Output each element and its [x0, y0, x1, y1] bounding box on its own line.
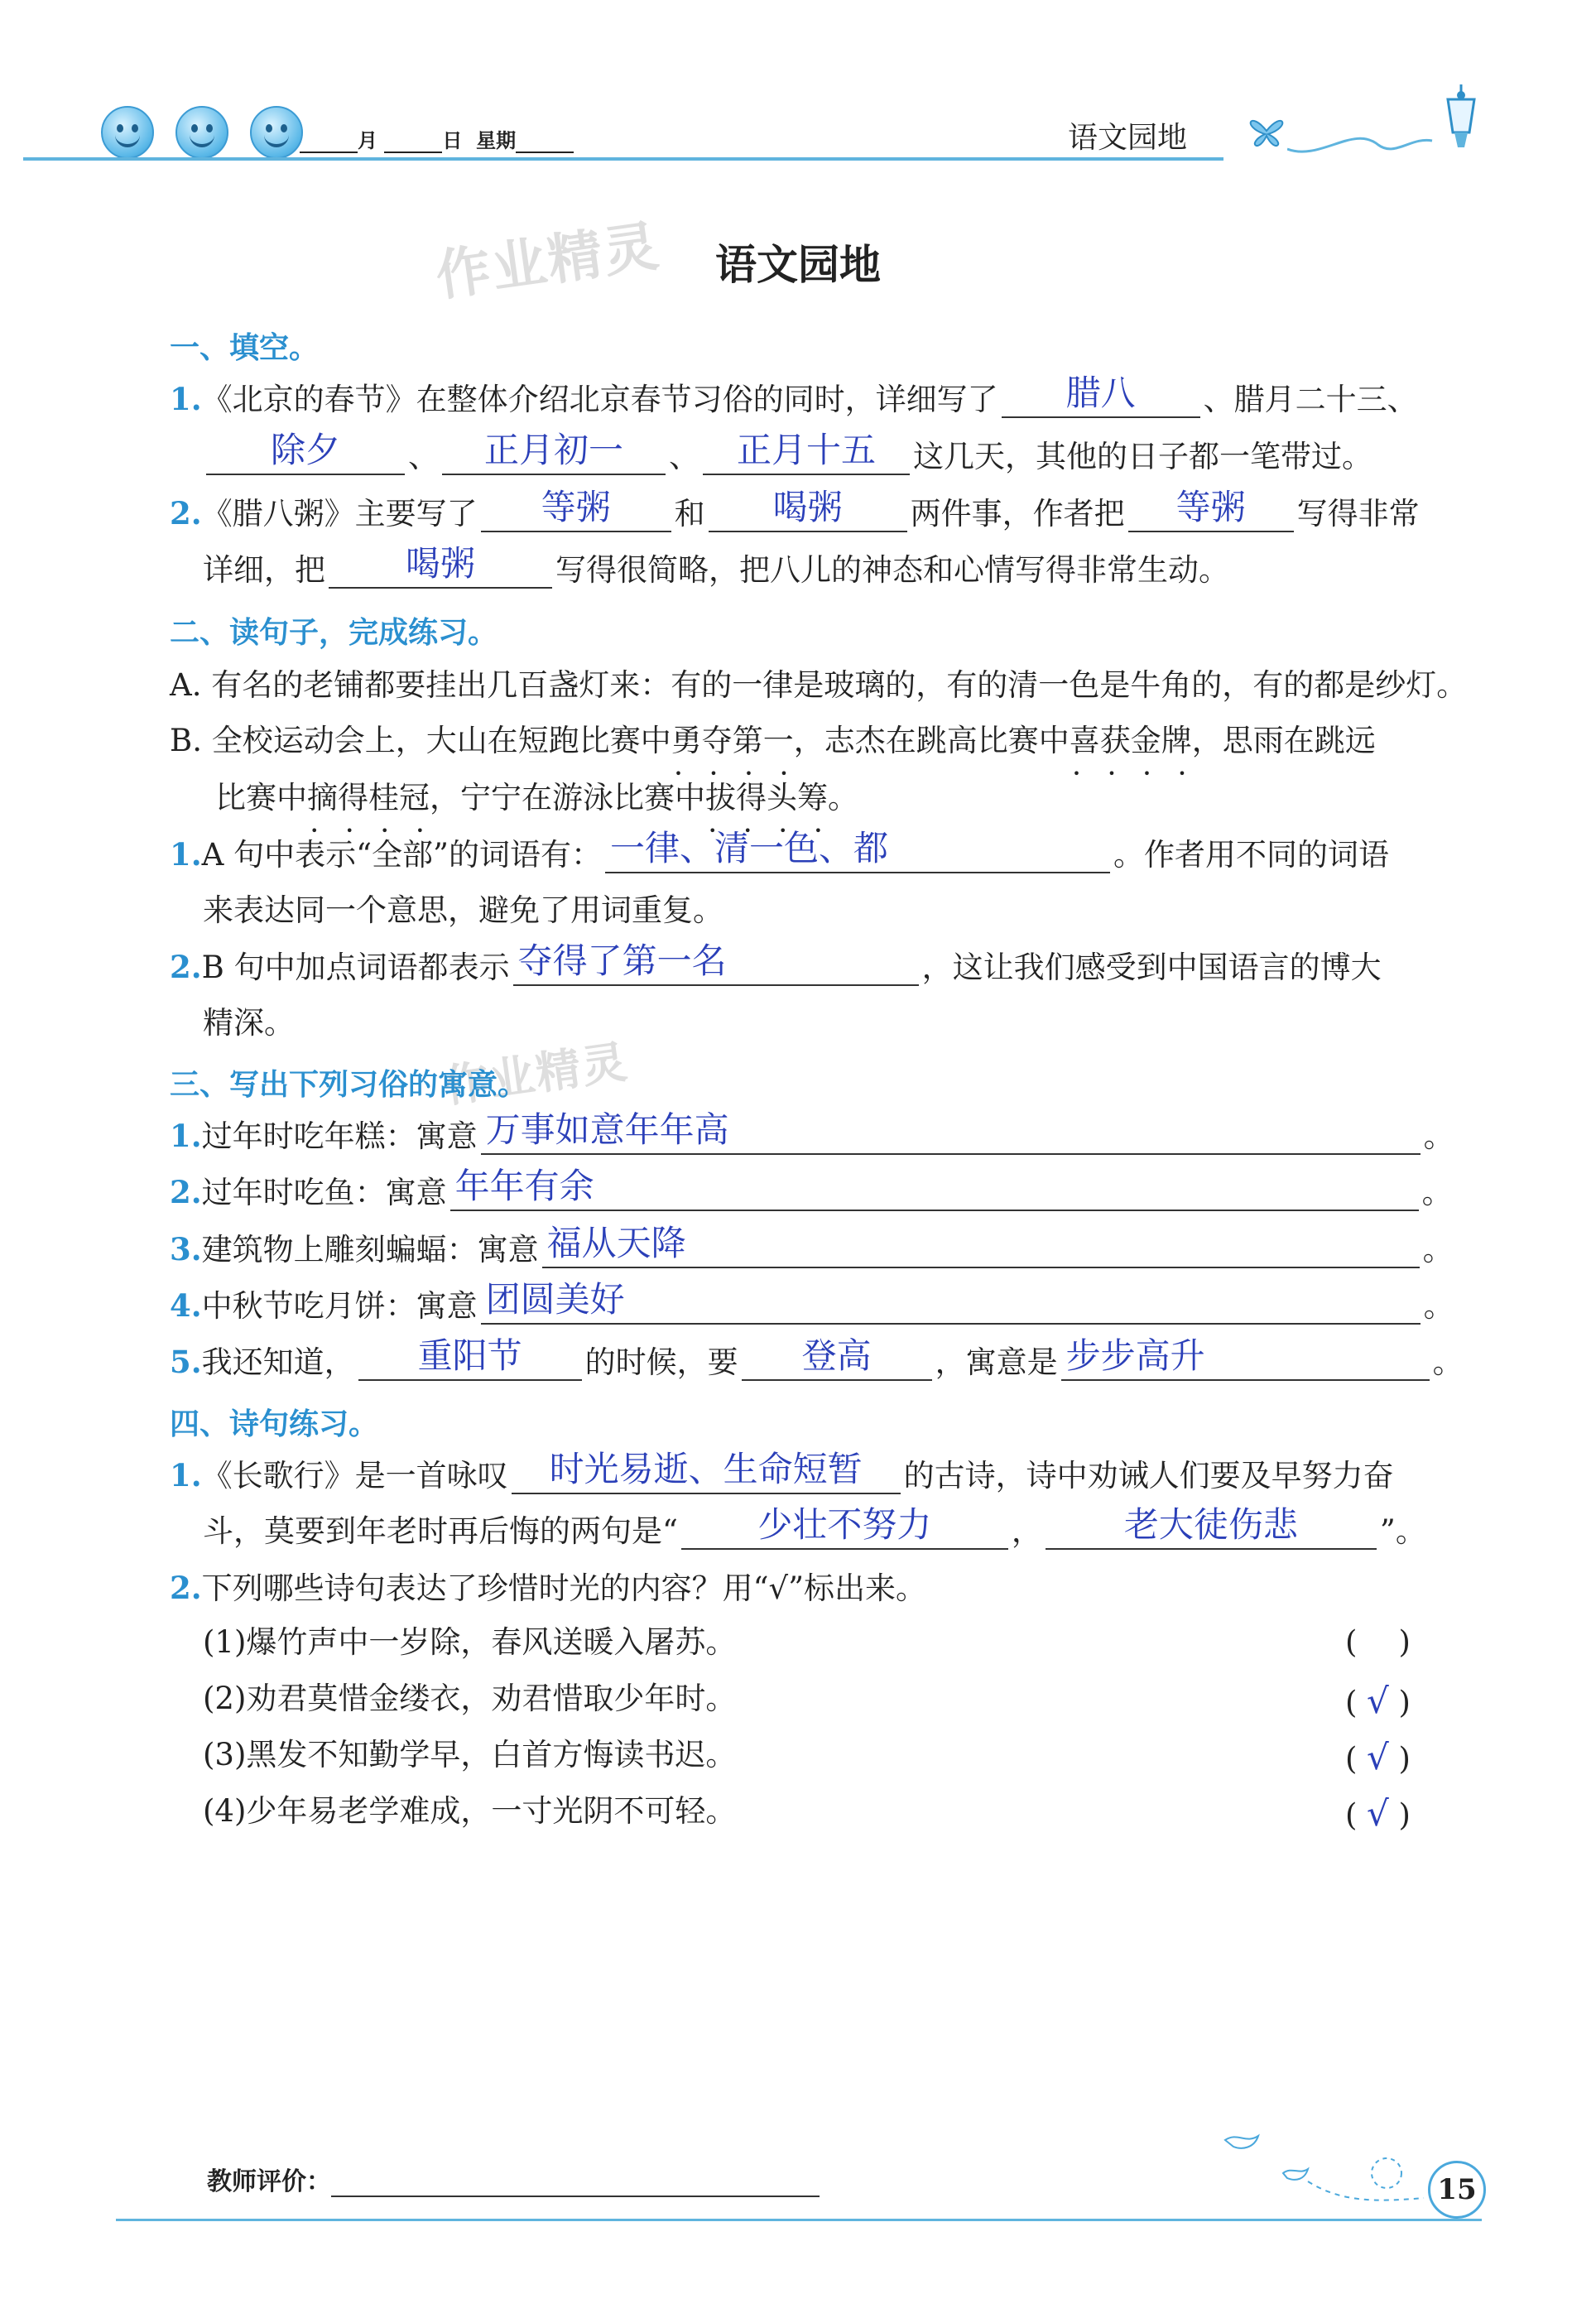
answer-blank: [329, 543, 552, 589]
answer-blank: [703, 430, 910, 475]
question-text: 《腊八粥》主要写了: [201, 496, 478, 531]
smiley-icon-1: [101, 106, 154, 159]
question-text: 下列哪些诗句表达了珍惜时光的内容？用“√”标出来。: [201, 1570, 927, 1606]
answer-blank: [206, 430, 405, 475]
question-text: 、腊月二十三、: [1203, 382, 1418, 417]
question-text: 的古诗，诗中劝诫人们要及早努力奋: [903, 1458, 1394, 1493]
question-number: 1.: [170, 1457, 202, 1493]
header-divider: [23, 157, 1223, 161]
question-number: 3.: [170, 1231, 202, 1267]
footer-divider: [116, 2219, 1482, 2221]
handwritten-answer: 团圆美好: [485, 1279, 625, 1320]
handwritten-answer: 夺得了第一名: [517, 940, 727, 981]
s1-q2-line1: [170, 487, 1420, 532]
date-bar: [300, 124, 574, 153]
question-text: 这几天，其他的日子都一笔带过。: [913, 439, 1372, 474]
handwritten-answer: 万事如意年年高: [485, 1109, 729, 1150]
question-text: 建筑物上雕刻蝙蝠：寓意: [201, 1232, 539, 1267]
question-text: ，寓意是: [935, 1344, 1058, 1380]
question-number: 2.: [170, 1570, 202, 1606]
handwritten-answer: 少壮不努力: [757, 1504, 932, 1545]
answer-blank: [605, 828, 1110, 873]
answer-blank: [709, 487, 907, 532]
sentence-text: 。: [828, 780, 858, 815]
end-mark: 。: [1422, 1232, 1454, 1267]
s4-q1-line2: [203, 1504, 1426, 1550]
answer-blank: [481, 487, 671, 532]
answer-blank: [442, 430, 666, 475]
handwritten-answer: 重阳节: [417, 1335, 522, 1376]
handwritten-answer: 等粥: [1175, 487, 1246, 527]
end-mark: 。: [1421, 1175, 1453, 1210]
answer-blank: [481, 1279, 1421, 1325]
option-4: (4)少年易老学难成，一寸光阴不可轻。: [203, 1793, 737, 1829]
sentence-text: ，宁宁在游泳比赛中: [430, 780, 705, 815]
question-number: 2.: [170, 949, 202, 985]
dotted-word: 喜获金牌 • • • •: [1070, 723, 1192, 759]
handwritten-answer: 年年有余: [454, 1166, 594, 1206]
handwritten-answer: 老大徒伤悲: [1123, 1504, 1298, 1545]
check-mark: √: [1367, 1737, 1389, 1777]
butterfly-icon: [1242, 106, 1291, 156]
bird-icon: [1217, 2123, 1432, 2215]
smiley-icon-2: [175, 106, 228, 159]
smiley-icon-3: [250, 106, 303, 159]
weekday-label: 星期: [476, 128, 517, 152]
answer-blank: [742, 1335, 932, 1381]
option-3: (3)黑发不知勤学早，白首方悔读书迟。: [203, 1737, 737, 1772]
answer-blank: [358, 1335, 582, 1381]
question-text: 两件事，作者把: [910, 496, 1125, 531]
sentence-text: B. 全校运动会上，大山在短跑比赛中: [170, 723, 671, 758]
s3-item-1: [170, 1109, 1454, 1155]
s3-item-4: [170, 1279, 1454, 1325]
section-heading-2: 二、读句子，完成练习。: [170, 616, 498, 650]
day-label: 日: [442, 128, 463, 152]
handwritten-answer: 福从天降: [546, 1223, 686, 1263]
question-text: 、: [408, 439, 439, 474]
end-mark: 。: [1423, 1288, 1454, 1324]
question-text: 、: [669, 439, 699, 474]
question-text: ，这让我们感受到中国语言的博大: [921, 950, 1382, 985]
s4-q1-line1: [170, 1449, 1394, 1494]
s2-q2-line2: 精深。: [203, 1005, 295, 1041]
option-2-answer: ( √ ): [1345, 1681, 1411, 1721]
answer-blank: [481, 1109, 1421, 1155]
answer-blank: [1061, 1335, 1430, 1381]
question-text: 《长歌行》是一首咏叹: [201, 1458, 508, 1493]
question-text: 中秋节吃月饼：寓意: [201, 1288, 478, 1324]
check-mark: √: [1367, 1681, 1389, 1721]
question-text: 过年时吃年糕：寓意: [201, 1118, 478, 1154]
answer-blank: [681, 1504, 1008, 1550]
s2-q1-line1: [170, 828, 1389, 873]
handwritten-answer: 腊八: [1065, 373, 1136, 413]
sentence-b-line1: [170, 723, 1376, 759]
teacher-evaluation-line: [331, 2171, 820, 2197]
lantern-icon: [1436, 83, 1486, 157]
question-text: 。作者用不同的词语: [1113, 837, 1389, 873]
handwritten-answer: 等粥: [541, 487, 611, 527]
option-1: (1)爆竹声中一岁除，春风送暖入屠苏。: [203, 1624, 737, 1660]
question-text: ”。: [1379, 1513, 1426, 1549]
teacher-label: 教师评价：: [207, 2167, 331, 2196]
option-4-answer: ( √ ): [1345, 1793, 1411, 1834]
s1-q2-line2: [203, 543, 1229, 589]
handwritten-answer: 除夕: [270, 430, 340, 470]
question-text: 的时候，要: [584, 1344, 738, 1380]
question-text: B 句中加点词语都表示: [201, 950, 510, 985]
page-number: 15: [1428, 2161, 1486, 2219]
question-text: 斗，莫要到年老时再后悔的两句是“: [203, 1513, 678, 1549]
s3-item-2: [170, 1166, 1453, 1211]
page-title: 语文园地: [715, 241, 881, 289]
answer-blank: [1002, 373, 1200, 418]
s2-q1-line2: 来表达同一个意思，避免了用词重复。: [203, 892, 723, 928]
s1-q1-line1: [170, 373, 1418, 418]
answer-blank: [450, 1166, 1419, 1211]
sentence-text: ，思雨在跳远: [1191, 723, 1376, 758]
teacher-evaluation: [207, 2161, 820, 2197]
s4-q2-line: [170, 1570, 926, 1607]
question-number: 1.: [170, 836, 202, 873]
question-text: ，: [1011, 1513, 1042, 1549]
handwritten-answer: 正月初一: [483, 430, 623, 470]
answer-blank: [512, 1449, 901, 1494]
handwritten-answer: 喝粥: [772, 487, 843, 527]
question-text: 《北京的春节》在整体介绍北京春节习俗的同时，详细写了: [201, 382, 998, 417]
handwritten-answer: 正月十五: [736, 430, 876, 470]
sentence-text: 比赛中: [215, 780, 307, 815]
dotted-word: 摘得桂冠 • • • •: [307, 780, 430, 816]
question-text: 详细，把: [203, 552, 325, 588]
answer-blank: [542, 1223, 1420, 1268]
answer-blank: [1046, 1504, 1377, 1550]
end-mark: 。: [1423, 1118, 1454, 1154]
question-text: 和: [674, 496, 705, 531]
handwritten-answer: 一律、清一色、都: [609, 828, 888, 868]
watermark-top: 作业精灵: [431, 214, 664, 309]
answer-blank: [1128, 487, 1294, 532]
sentence-b-line2: [215, 780, 858, 816]
sentence-text: ，志杰在跳高比赛中: [793, 723, 1070, 758]
question-text: 写得很简略，把八儿的神态和心情写得非常生动。: [555, 552, 1229, 588]
question-number: 1.: [170, 381, 202, 417]
watermark-mid: 作业精灵: [440, 1035, 632, 1113]
decorative-curl: [1287, 116, 1436, 166]
dotted-word: 拔得头筹 • • • •: [705, 780, 828, 816]
handwritten-answer: 步步高升: [1065, 1335, 1205, 1376]
question-text: A 句中表示“全部”的词语有：: [201, 837, 602, 873]
s3-item-5: [170, 1335, 1464, 1381]
handwritten-answer: 登高: [801, 1335, 872, 1376]
section-heading-4: 四、诗句练习。: [170, 1407, 379, 1441]
question-text: 我还知道，: [201, 1344, 355, 1380]
check-mark: √: [1367, 1793, 1389, 1834]
section-heading-1: 一、填空。: [170, 331, 320, 365]
answer-blank: [513, 940, 919, 986]
option-1-answer: ( ): [1345, 1624, 1411, 1660]
s2-q2-line1: [170, 940, 1382, 986]
s3-item-3: [170, 1223, 1454, 1268]
end-mark: 。: [1432, 1344, 1464, 1380]
question-number: 4.: [170, 1287, 202, 1324]
month-label: 月: [358, 128, 377, 152]
question-number: 5.: [170, 1344, 202, 1380]
dotted-word: 勇夺第一 • • • •: [671, 723, 794, 759]
header-title: 语文园地: [1068, 121, 1188, 155]
question-number: 2.: [170, 1174, 202, 1210]
handwritten-answer: 时光易逝、生命短暂: [549, 1449, 863, 1489]
option-3-answer: ( √ ): [1345, 1737, 1411, 1777]
section-heading-3: 三、写出下列习俗的寓意。: [170, 1068, 528, 1102]
sentence-a: A. 有名的老铺都要挂出几百盏灯来：有的一律是玻璃的，有的清一色是牛角的，有的都是纱灯。: [170, 667, 1468, 703]
question-number: 2.: [170, 495, 202, 531]
s1-q1-line2: [203, 430, 1372, 475]
question-text: 过年时吃鱼：寓意: [201, 1175, 447, 1210]
question-number: 1.: [170, 1118, 202, 1154]
question-text: 写得非常: [1296, 496, 1420, 531]
handwritten-answer: 喝粥: [405, 543, 475, 584]
option-2: (2)劝君莫惜金缕衣，劝君惜取少年时。: [203, 1681, 737, 1716]
